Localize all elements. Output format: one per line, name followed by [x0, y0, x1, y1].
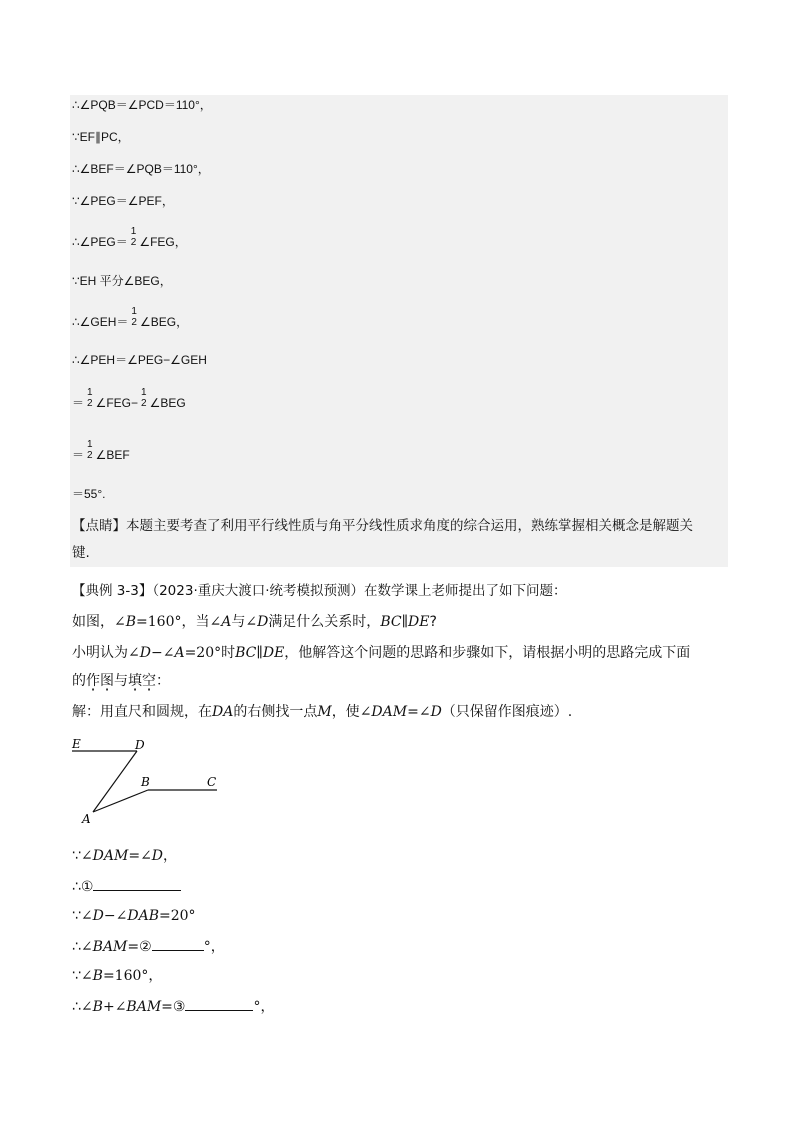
step-line-1 — [72, 846, 177, 866]
math-var: D — [92, 908, 104, 924]
emphasized-text: 空 — [142, 673, 156, 689]
denominator: 2 — [87, 398, 93, 409]
angle-symbol: ∠ — [209, 614, 222, 630]
math-text: =160° — [136, 614, 182, 630]
text: ∴∠GEH＝ — [72, 315, 129, 330]
math-text: = — [161, 999, 173, 1015]
math-var: A — [221, 614, 232, 630]
answer-blank-3[interactable] — [185, 996, 253, 1011]
emphasized-text: 作 — [86, 673, 100, 689]
text: 如图， — [72, 614, 114, 630]
emphasized-text: 填 — [128, 673, 142, 689]
denominator: 2 — [130, 237, 137, 248]
math-text: + — [102, 999, 115, 1015]
because-symbol: ∵ — [72, 968, 81, 984]
therefore-symbol: ∴ — [72, 999, 81, 1015]
parallel-symbol: ∥ — [401, 614, 409, 630]
solution-line: ∵EF∥PC， — [72, 130, 130, 144]
text: ＝ — [72, 448, 85, 463]
math-text: = — [127, 939, 140, 955]
angle-symbol: ∠ — [140, 848, 152, 864]
text: 小明认为 — [72, 645, 128, 661]
point-label-c: C — [207, 775, 217, 789]
question-line-2 — [72, 643, 690, 663]
math-var: BAM — [92, 939, 128, 955]
math-var: DAM — [92, 848, 129, 864]
solution-line: ＝55°. — [72, 487, 106, 501]
emphasized-text: 图 — [100, 673, 114, 689]
math-var: A — [174, 645, 185, 661]
math-var: M — [317, 704, 332, 720]
math-text: − — [150, 645, 163, 661]
text: 满足什么关系时， — [268, 614, 381, 630]
text: ∴∠PEG＝ — [72, 235, 128, 250]
text: （只保留作图痕迹）. — [441, 704, 573, 720]
angle-symbol: ∠ — [245, 614, 258, 630]
solution-line — [72, 306, 189, 334]
math-text: − — [103, 908, 116, 924]
therefore-symbol: ∴ — [72, 939, 81, 955]
text: 时 — [221, 645, 236, 661]
math-var: BAM — [126, 999, 162, 1015]
step-line-3 — [72, 906, 196, 926]
text: ∠BEG — [149, 396, 186, 411]
angle-symbol: ∠ — [114, 614, 126, 630]
math-var: DAB — [127, 908, 159, 924]
math-var: D — [139, 645, 151, 661]
text: °， — [203, 939, 225, 955]
text: 与 — [231, 614, 246, 630]
point-label-b: B — [141, 775, 150, 789]
math-text: =20° — [184, 645, 222, 661]
answer-blank-1[interactable] — [93, 876, 181, 891]
denominator: 2 — [141, 398, 147, 409]
math-text: =20° — [158, 908, 196, 924]
solution-line: ∵EH 平分∠BEG， — [72, 274, 172, 288]
angle-symbol: ∠ — [359, 704, 372, 720]
text: ∠FEG− — [95, 396, 139, 411]
remark-line-2: 键. — [72, 545, 90, 561]
math-var: DA — [212, 704, 234, 720]
because-symbol: ∵ — [72, 908, 81, 924]
numerator: 1 — [130, 226, 137, 237]
angle-symbol: ∠ — [80, 848, 93, 864]
numerator: 1 — [131, 306, 137, 317]
math-var: B — [125, 614, 137, 630]
because-symbol: ∵ — [72, 848, 81, 864]
angle-symbol: ∠ — [80, 939, 93, 955]
example-title: 【典例 3-3】（2023·重庆大渡口·统考模拟预测）在数学课上老师提出了如下问题： — [72, 583, 567, 599]
angle-symbol: ∠ — [80, 968, 93, 984]
text: ＝ — [72, 396, 85, 411]
angle-symbol: ∠ — [115, 908, 128, 924]
therefore-symbol: ∴ — [72, 879, 81, 895]
math-var: D — [257, 614, 269, 630]
math-var: D — [430, 704, 442, 720]
solution-line: ∴∠PEH＝∠PEG−∠GEH — [72, 353, 207, 367]
text: ∠BEF — [95, 448, 130, 463]
math-var: BC — [380, 614, 402, 630]
angle-symbol: ∠ — [114, 999, 127, 1015]
text: ∠BEG， — [139, 315, 189, 330]
math-var: B — [92, 999, 103, 1015]
point-label-d: D — [135, 738, 145, 752]
point-label-a: A — [82, 812, 91, 826]
remark-line-1: 【点睛】本题主要考查了利用平行线性质与角平分线性质求角度的综合运用，熟练掌握相关概念是解题关 — [72, 518, 693, 534]
text: 与 — [114, 673, 128, 689]
solution-line — [72, 226, 187, 254]
angle-symbol: ∠ — [128, 645, 140, 661]
text: ∠FEG， — [139, 235, 187, 250]
angle-symbol: ∠ — [162, 645, 175, 661]
angle-symbol: ∠ — [80, 908, 93, 924]
fraction-half — [87, 439, 93, 461]
text: ： — [156, 673, 170, 689]
fraction-half — [131, 226, 137, 248]
fraction-half — [131, 306, 137, 328]
math-var: BC — [235, 645, 257, 661]
geometry-figure — [60, 730, 240, 830]
math-var: B — [92, 968, 103, 984]
text: 的右侧找一点 — [233, 704, 318, 720]
math-var: DE — [408, 614, 430, 630]
text: 的 — [72, 673, 86, 689]
text: ，当 — [181, 614, 210, 630]
angle-symbol: ∠ — [418, 704, 431, 720]
text: ，使 — [331, 704, 360, 720]
question-line-1 — [72, 612, 437, 632]
angle-symbol: ∠ — [80, 999, 93, 1015]
solution-line — [72, 387, 186, 415]
math-text: = — [407, 704, 419, 720]
question-line-3 — [72, 671, 170, 691]
solution-instruction — [72, 702, 572, 722]
solution-line — [72, 439, 130, 467]
math-var: D — [151, 848, 164, 864]
parallel-symbol: ∥ — [256, 645, 263, 661]
text: °， — [253, 999, 275, 1015]
step-line-2 — [72, 876, 181, 897]
solution-line: ∴∠PQB＝∠PCD＝110°， — [72, 98, 212, 112]
step-line-4 — [72, 936, 225, 957]
math-var: DAM — [371, 704, 408, 720]
blank-number-3: ③ — [172, 999, 186, 1015]
math-text: = — [128, 848, 141, 864]
text: ，他解答这个问题的思路和步骤如下，请根据小明的思路完成下面 — [284, 645, 691, 661]
math-var: DE — [262, 645, 285, 661]
fraction-half — [87, 387, 93, 409]
denominator: 2 — [87, 450, 93, 461]
numerator: 1 — [141, 387, 147, 398]
point-label-e: E — [72, 737, 81, 751]
solution-line: ∵∠PEG＝∠PEF， — [72, 194, 174, 208]
answer-blank-2[interactable] — [152, 936, 204, 951]
fraction-half — [141, 387, 147, 409]
step-line-5 — [72, 966, 162, 986]
math-text: =160° — [102, 968, 149, 984]
text: ， — [148, 968, 163, 984]
solution-line: ∴∠BEF＝∠PQB＝110°， — [72, 162, 210, 176]
text: ， — [163, 848, 178, 864]
numerator: 1 — [87, 387, 93, 398]
blank-number-1: ① — [80, 879, 94, 895]
step-line-6 — [72, 996, 274, 1017]
denominator: 2 — [131, 317, 137, 328]
text: ? — [429, 614, 437, 630]
numerator: 1 — [87, 439, 93, 450]
text: 解：用直尺和圆规，在 — [72, 704, 212, 720]
blank-number-2: ② — [139, 939, 152, 955]
